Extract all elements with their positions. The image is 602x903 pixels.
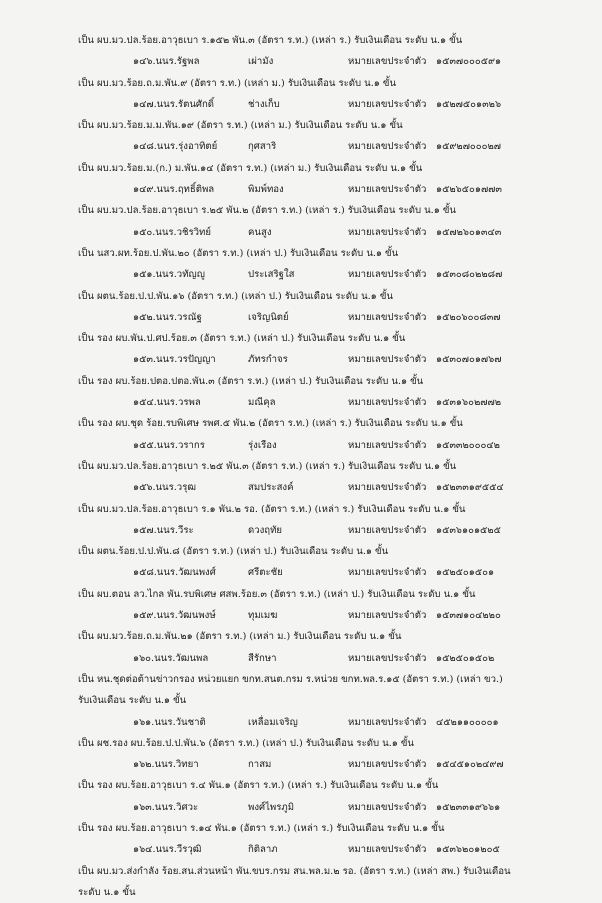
cadet-name: ๑๖๒.นนร.วิทยา xyxy=(133,759,199,771)
id-number: ๑๕๓๓๒๐๐๐๔๒ xyxy=(436,439,500,451)
entry xyxy=(78,477,564,520)
entry-header xyxy=(78,307,564,328)
entry-header xyxy=(78,754,564,775)
id-label: หมายเลขประจำตัว xyxy=(348,610,427,622)
entry-header xyxy=(78,222,564,243)
entry xyxy=(78,712,564,755)
cadet-name: ๑๖๐.นนร.วัฒนพล xyxy=(133,652,209,664)
entry xyxy=(78,349,564,392)
entry-header xyxy=(78,349,564,370)
appointment-line: เป็น ผบ.มว.ปล.ร้อย.อาวุธเบา ร.๒๕ พัน.๓ (อัตรา ร.ท.) (เหล่า ร.) รับเงินเดือน ระดับ น.๑ ขั้น xyxy=(78,460,457,472)
entry xyxy=(78,94,564,137)
cadet-surname: กาสม xyxy=(248,759,272,771)
entry xyxy=(78,605,564,648)
appointment-line: เป็น ผตน.ร้อย.ป.ป.พัน.๘ (อัตรา ร.ท.) (เหล่า ป.) รับเงินเดือน ระดับ น.๑ ขั้น xyxy=(78,546,389,558)
id-number: ๑๕๓๑๖๐๒๗๗๒ xyxy=(436,397,502,409)
appointment-line: เป็น รอง ผบ.ร้อย.อาวุธเบา ร.๑๔ พัน.๑ (อัตรา ร.ท.) (เหล่า ร.) รับเงินเดือน ระดับ น.๑ ขั้น xyxy=(78,822,445,834)
entry-header xyxy=(78,712,564,733)
entry xyxy=(78,136,564,179)
cadet-surname: ทุมเมฆ xyxy=(248,610,278,622)
id-number: ๑๕๒๖๕๐๑๗๗๓ xyxy=(436,184,502,196)
id-number: ๑๕๒๕๐๑๕๐๒ xyxy=(436,652,495,664)
id-label: หมายเลขประจำตัว xyxy=(348,184,427,196)
id-number: ๑๕๒๓๓๑๙๕๕๔ xyxy=(436,482,504,494)
appointment-line: เป็น นสว.ผท.ร้อย.ป.พัน.๒๐ (อัตรา ร.ท.) (เหล่า ป.) รับเงินเดือน ระดับ น.๑ ขั้น xyxy=(78,247,399,259)
entry-header xyxy=(78,392,564,413)
appointment-line: เป็น ผบ.มว.ส่งกำลัง ร้อย.สน.ส่วนหน้า พัน.ขบร.กรม สน.พล.ม.๒ รอ. (อัตรา ร.ท.) (เหล่า สพ.) รับเงินเดือน xyxy=(78,865,511,877)
id-label: หมายเลขประจำตัว xyxy=(348,269,427,281)
id-number: ๑๕๙๒๗๐๐๐๒๗ xyxy=(436,141,502,153)
id-label: หมายเลขประจำตัว xyxy=(348,801,427,813)
entry-header xyxy=(78,839,564,860)
cadet-surname: ช่างเก็บ xyxy=(248,98,280,110)
id-label: หมายเลขประจำตัว xyxy=(348,482,427,494)
id-label: หมายเลขประจำตัว xyxy=(348,56,427,68)
id-label: หมายเลขประจำตัว xyxy=(348,226,427,238)
entry-header xyxy=(78,520,564,541)
entry-header xyxy=(78,435,564,456)
id-number: ๑๕๗๒๖๐๑๓๔๓ xyxy=(436,226,502,238)
id-label: หมายเลขประจำตัว xyxy=(348,354,427,366)
appointment-line: เป็น รอง ผบ.ชุด ร้อย.รบพิเศษ รพศ.๕ พัน.๒ (อัตรา ร.ท.) (เหล่า ร.) รับเงินเดือน ระดับ น.๑ ขั้น xyxy=(78,418,463,430)
entry-header xyxy=(78,94,564,115)
entry xyxy=(78,562,564,605)
cadet-surname: เผ่ามัง xyxy=(248,56,274,68)
appointment-line: เป็น ผช.รอง ผบ.ร้อย.ป.ป.พัน.๖ (อัตรา ร.ท.) (เหล่า ป.) รับเงินเดือน ระดับ น.๑ ขั้น xyxy=(78,737,414,749)
entry-header xyxy=(78,136,564,157)
cadet-surname: คนสูง xyxy=(248,226,272,238)
id-label: หมายเลขประจำตัว xyxy=(348,844,427,856)
cadet-surname: ภัทรกำจร xyxy=(248,354,288,366)
id-label: หมายเลขประจำตัว xyxy=(348,311,427,323)
id-label: หมายเลขประจำตัว xyxy=(348,652,427,664)
entry-header xyxy=(78,264,564,285)
cadet-surname: เจริญนิตย์ xyxy=(248,311,289,323)
continuation-line: เป็น ผบ.มว.ปล.ร้อย.อาวุธเบา ร.๑๕๒ พัน.๓ (อัตรา ร.ท.) (เหล่า ร.) รับเงินเดือน ระดับ น.๑ ขั้น xyxy=(78,35,463,46)
id-number: ๑๕๓๗๐๐๐๕๙๑ xyxy=(436,56,502,68)
cadet-surname: ประเสริฐใส xyxy=(248,269,295,281)
entry-header xyxy=(78,179,564,200)
entry xyxy=(78,264,564,307)
cadet-name: ๑๕๑.นนร.วทัญญู xyxy=(133,269,205,281)
id-label: หมายเลขประจำตัว xyxy=(348,716,427,728)
cadet-name: ๑๕๕.นนร.วรากร xyxy=(133,439,205,451)
id-number: ๑๕๓๐๗๐๑๗๖๗ xyxy=(436,354,502,366)
cadet-surname: สีรักษา xyxy=(248,652,277,664)
id-number: ๑๕๔๕๑๐๒๔๙๗ xyxy=(436,759,504,771)
appointment-line: เป็น ผบ.มว.ร้อย.ถ.ม.พัน.๙ (อัตรา ร.ท.) (เหล่า ม.) รับเงินเดือน ระดับ น.๑ ขั้น xyxy=(78,77,397,89)
entry xyxy=(78,648,564,712)
appointment-line: เป็น รอง ผบ.ร้อย.อาวุธเบา ร.๔ พัน.๑ (อัตรา ร.ท.) (เหล่า ร.) รับเงินเดือน ระดับ น.๑ ขั้น xyxy=(78,780,439,792)
appointment-line: เป็น รอง ผบ.ร้อย.ปตอ.ปตอ.พัน.๓ (อัตรา ร.ท.) (เหล่า ป.) รับเงินเดือน ระดับ น.๑ ขั้น xyxy=(78,375,424,387)
entry xyxy=(78,520,564,563)
entry-header xyxy=(78,562,564,583)
cadet-surname: กุศสาริ xyxy=(248,141,277,153)
cadet-surname: พงศ์ไพรภูมิ xyxy=(248,801,295,813)
cadet-name: ๑๕๙.นนร.วัฒนพงษ์ xyxy=(133,610,216,622)
id-number: ๔๕๒๑๑๐๐๐๐๑ xyxy=(436,716,499,728)
id-number: ๑๕๒๕๐๑๕๐๑ xyxy=(436,567,495,579)
appointment-line: เป็น ผบ.มว.ร้อย.ถ.ม.พัน.๒๑ (อัตรา ร.ท.) (เหล่า ม.) รับเงินเดือน ระดับ น.๑ ขั้น xyxy=(78,631,402,643)
entry xyxy=(78,222,564,265)
entry xyxy=(78,179,564,222)
appointment-line: รับเงินเดือน ระดับ น.๑ ขั้น xyxy=(78,695,187,707)
appointment-line: เป็น หน.ชุดต่อต้านข่าวกรอง หน่วยแยก ขกท.สนต.กรม ร.หน่วย ขกท.พล.ร.๑๕ (อัตรา ร.ท.) (เหล่า ขว.) xyxy=(78,673,503,685)
id-number: ๑๕๒๗๕๐๑๓๒๖ xyxy=(436,98,502,110)
cadet-name: ๑๕๐.นนร.วชิรวิทย์ xyxy=(133,226,211,238)
entry-list xyxy=(78,51,564,903)
id-label: หมายเลขประจำตัว xyxy=(348,759,427,771)
id-number: ๑๕๓๗๑๐๔๒๒๐ xyxy=(436,610,501,622)
entry xyxy=(78,51,564,94)
entry xyxy=(78,754,564,797)
appointment-line: เป็น ผบ.มว.ร้อย.ม.(ก.) ม.พัน.๑๔ (อัตรา ร.ท.) (เหล่า ม.) รับเงินเดือน ระดับ น.๑ ขั้น xyxy=(78,162,423,174)
cadet-surname: ศรีตะชัย xyxy=(248,567,283,579)
cadet-surname: สมประสงค์ xyxy=(248,482,294,494)
id-label: หมายเลขประจำตัว xyxy=(348,141,427,153)
appointment-line: เป็น รอง ผบ.พัน.ป.ศป.ร้อย.๓ (อัตรา ร.ท.) (เหล่า ป.) รับเงินเดือน ระดับ น.๑ ขั้น xyxy=(78,333,406,345)
id-number: ๑๕๓๖๑๐๑๕๒๕ xyxy=(436,524,501,536)
id-label: หมายเลขประจำตัว xyxy=(348,439,427,451)
entry-header xyxy=(78,648,564,669)
appointment-line: เป็น ผตน.ร้อย.ป.ป.พัน.๑๖ (อัตรา ร.ท.) (เหล่า ป.) รับเงินเดือน ระดับ น.๑ ขั้น xyxy=(78,290,393,302)
entry xyxy=(78,435,564,478)
cadet-name: ๑๔๙.นนร.ฤทธิ์ติพล xyxy=(133,184,215,196)
entry-header xyxy=(78,605,564,626)
id-number: ๑๕๒๐๖๐๐๘๓๗ xyxy=(436,311,501,323)
entry-header xyxy=(78,51,564,72)
id-label: หมายเลขประจำตัว xyxy=(348,524,427,536)
cadet-surname: มณีคุล xyxy=(248,397,276,409)
cadet-surname: ดวงฤทัย xyxy=(248,524,283,536)
id-number: ๑๕๓๖๒๐๑๒๐๕ xyxy=(436,844,500,856)
id-label: หมายเลขประจำตัว xyxy=(348,567,427,579)
id-label: หมายเลขประจำตัว xyxy=(348,397,427,409)
appointment-line: เป็น ผบ.ตอน ลว.ไกล พัน.รบพิเศษ ศสพ.ร้อย.๓ (อัตรา ร.ท.) (เหล่า ป.) รับเงินเดือน ระดับ น.๑ ขั้น xyxy=(78,588,476,600)
appointment-line: เป็น ผบ.มว.ร้อย.ม.ม.พัน.๑๙ (อัตรา ร.ท.) (เหล่า ม.) รับเงินเดือน ระดับ น.๑ ขั้น xyxy=(78,120,403,132)
id-number: ๑๕๓๐๘๐๒๒๘๗ xyxy=(436,269,503,281)
entry xyxy=(78,307,564,350)
entry-header xyxy=(78,797,564,818)
cadet-name: ๑๖๑.นนร.วันชาติ xyxy=(133,716,206,728)
cadet-name: ๑๖๔.นนร.วีรวุฒิ xyxy=(133,844,202,856)
cadet-name: ๑๕๓.นนร.วรปัญญา xyxy=(133,354,216,366)
cadet-surname: เหลื่อมเจริญ xyxy=(248,716,298,728)
cadet-name: ๑๖๓.นนร.วิศวะ xyxy=(133,801,199,813)
cadet-name: ๑๕๔.นนร.วรพล xyxy=(133,397,201,409)
appointment-line: ระดับ น.๑ ขั้น xyxy=(78,886,136,898)
cadet-name: ๑๕๖.นนร.วรุฒ xyxy=(133,482,197,494)
cadet-name: ๑๔๗.นนร.รัตนศักดิ์ xyxy=(133,98,215,110)
appointment-line: เป็น ผบ.มว.ปล.ร้อย.อาวุธเบา ร.๒๕ พัน.๒ (อัตรา ร.ท.) (เหล่า ร.) รับเงินเดือน ระดับ น.๑ ขั้น xyxy=(78,205,456,217)
id-number: ๑๕๒๓๓๑๙๖๖๑ xyxy=(436,801,501,813)
entry xyxy=(78,797,564,840)
entry xyxy=(78,839,564,903)
cadet-surname: รุ่งเรือง xyxy=(248,439,277,451)
cadet-name: ๑๕๒.นนร.วรณัฐ xyxy=(133,311,202,323)
cadet-name: ๑๔๘.นนร.รุ่งอาทิตย์ xyxy=(133,141,218,153)
cadet-name: ๑๕๗.นนร.วีระ xyxy=(133,524,194,536)
appointment-line: เป็น ผบ.มว.ปล.ร้อย.อาวุธเบา ร.๑ พัน.๒ รอ. (อัตรา ร.ท.) (เหล่า ร.) รับเงินเดือน ระดับ น.๑ ขั้น xyxy=(78,503,466,515)
entry xyxy=(78,392,564,435)
cadet-surname: กิติลาภ xyxy=(248,844,278,856)
id-label: หมายเลขประจำตัว xyxy=(348,98,427,110)
cadet-surname: พิมพ์ทอง xyxy=(248,184,284,196)
entry-header xyxy=(78,477,564,498)
cadet-name: ๑๕๘.นนร.วัฒนพงศ์ xyxy=(133,567,216,579)
cadet-name: ๑๔๖.นนร.รัฐพล xyxy=(133,56,200,68)
